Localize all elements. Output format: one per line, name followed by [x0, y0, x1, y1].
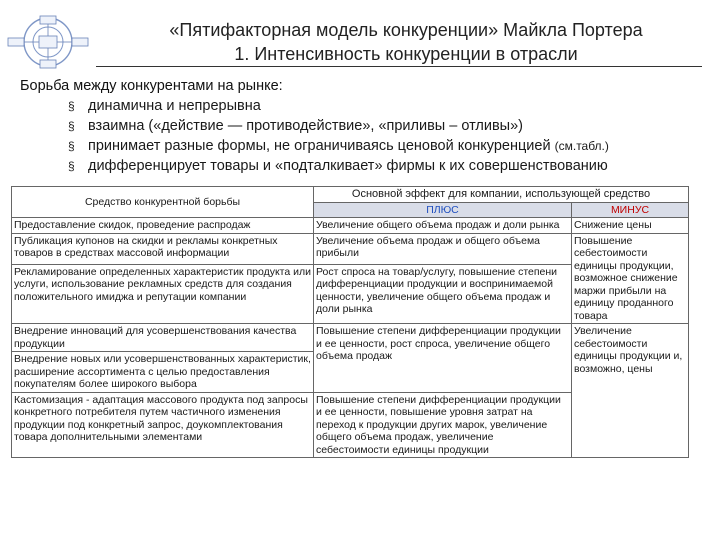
- bullet-list: [60, 96, 710, 176]
- minus-cell: Снижение цены: [572, 218, 689, 234]
- minus-cell: Повышение себестоимости единицы продукции, возможное снижение маржи прибыли на единицу проданного товара: [572, 233, 689, 324]
- bullet-item: [60, 156, 710, 176]
- bullet-note: (см.табл.): [554, 139, 609, 153]
- bullet-text: принимает разные формы, не ограничиваясь ценовой конкуренцией: [88, 138, 551, 154]
- bullet-marker-icon: §: [68, 159, 75, 173]
- bullet-item: [60, 116, 710, 136]
- means-cell: Внедрение новых или усовершенствованных характеристик, расширение ассортимента с целью предоставления покупателям более широкого выбора: [12, 352, 314, 393]
- means-cell: Публикация купонов на скидки и рекламы конкретных товаров в средствах массовой информации: [12, 233, 314, 264]
- table-row: [12, 233, 689, 264]
- plus-cell: Рост спроса на товар/услугу, повышение степени дифференциации продукции и воспринимаемой ценности, увеличение общего объема продаж и доли рынка: [314, 264, 572, 323]
- means-cell: Рекламирование определенных характеристик продукта или услуги, использование рекламных средств для создания положительного имиджа и репутации компании: [12, 264, 314, 323]
- means-cell: Кастомизация - адаптация массового продукта под запросы конкретного потребителя путем частичного изменения продукции под конкретный запрос, доукомплектования товара дополнительными элементами: [12, 392, 314, 458]
- bullet-item: [60, 96, 710, 116]
- plus-cell: Повышение степени дифференциации продукции и ее ценности, рост спроса, увеличение общего объема продаж: [314, 324, 572, 393]
- title-divider: [96, 66, 702, 67]
- plus-cell: Повышение степени дифференциации продукции и ее ценности, повышение уровня затрат на переход к продукции других марок, увеличение общего объема продаж, увеличение себестоимости единицы продукции: [314, 392, 572, 458]
- minus-cell: Увеличение себестоимости единицы продукции и, возможно, цены: [572, 324, 689, 458]
- col-plus-header: ПЛЮС: [314, 202, 572, 218]
- table-row: [12, 324, 689, 352]
- means-cell: Внедрение инноваций для усовершенствования качества продукции: [12, 324, 314, 352]
- bullet-marker-icon: §: [68, 99, 75, 113]
- plus-cell: Увеличение объема продаж и общего объема прибыли: [314, 233, 572, 264]
- slide-subtitle: 1. Интенсивность конкуренции в отрасли: [234, 44, 578, 64]
- col-means-header: Средство конкурентной борьбы: [12, 187, 314, 218]
- bullet-text: динамична и непрерывна: [88, 98, 261, 114]
- porter-model-logo: [6, 14, 90, 70]
- slide-title: «Пятифакторная модель конкуренции» Майкла Портера: [169, 20, 643, 40]
- bullet-marker-icon: §: [68, 119, 75, 133]
- plus-cell: Увеличение общего объема продаж и доли рынка: [314, 218, 572, 234]
- table-header-row: [12, 187, 689, 203]
- bullet-text: взаимна («действие — противодействие», «приливы – отливы»): [88, 118, 523, 134]
- col-minus-header: МИНУС: [572, 202, 689, 218]
- table-row: [12, 218, 689, 234]
- col-effect-header: Основной эффект для компании, использующей средство: [314, 187, 689, 203]
- means-cell: Предоставление скидок, проведение распродаж: [12, 218, 314, 234]
- competition-means-table: [11, 186, 689, 458]
- bullet-item: [60, 136, 710, 156]
- bullet-marker-icon: §: [68, 139, 75, 153]
- bullet-text: дифференцирует товары и «подталкивает» фирмы к их совершенствованию: [88, 158, 608, 174]
- intro-text: Борьба между конкурентами на рынке:: [20, 78, 283, 94]
